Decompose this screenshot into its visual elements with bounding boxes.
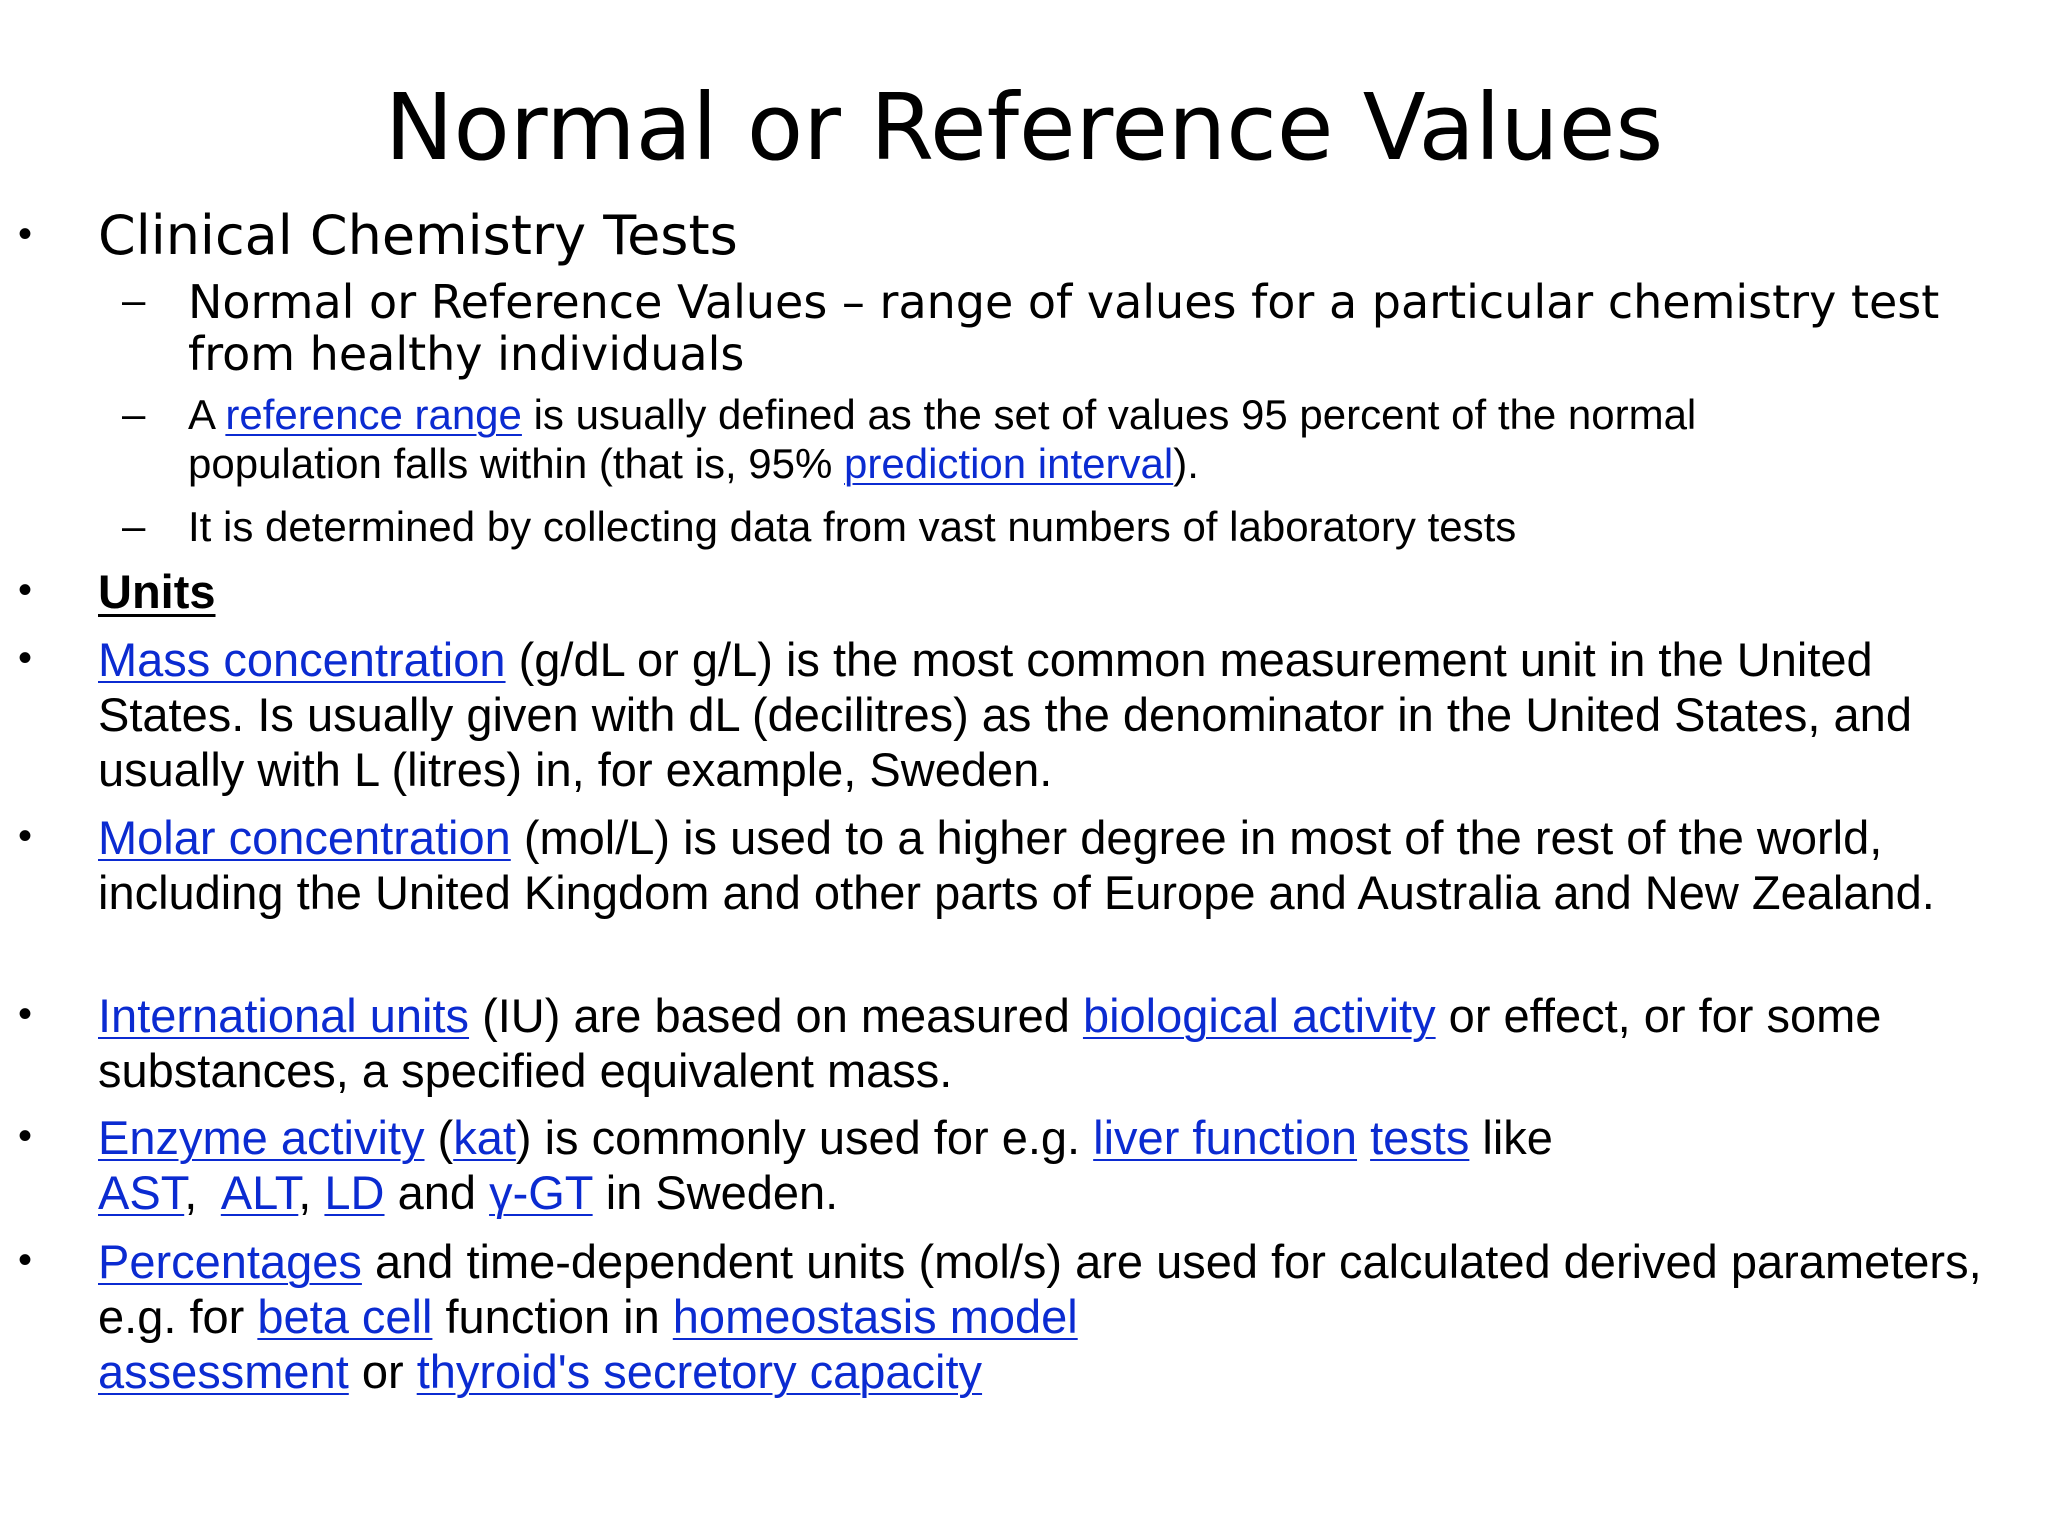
units-heading-text: Units (98, 565, 216, 618)
percentages-item (98, 1234, 2028, 1399)
enzyme-activity-link[interactable]: Enzyme activity (98, 1111, 425, 1164)
international-units-item (98, 988, 2028, 1098)
international-units-text1: (IU) are based on measured (469, 989, 1083, 1042)
biological-activity-link[interactable]: biological activity (1082, 989, 1436, 1042)
sub2-post: ). (1173, 440, 1199, 487)
prediction-interval-link[interactable]: prediction interval (844, 440, 1174, 487)
mass-concentration-link[interactable]: Mass concentration (98, 633, 506, 686)
international-units-link[interactable]: International units (98, 989, 470, 1042)
bullet-icon: • (18, 212, 33, 256)
units-heading (98, 564, 2028, 619)
liver-function-link[interactable]: liver function (1093, 1111, 1358, 1164)
thyroid-secretory-capacity-link[interactable]: thyroid's secretory capacity (416, 1345, 983, 1398)
gamma-gt-link[interactable]: γ-GT (489, 1166, 593, 1219)
ast-link[interactable]: AST (98, 1166, 185, 1219)
percentages-text1: and time-dependent units (mol/s) are used for calculated derived parameters, e.g. for (98, 1235, 1982, 1343)
clinical-sub-definition-line2: from healthy individuals (188, 327, 745, 381)
enzyme-line1 (98, 1110, 2028, 1165)
mass-concentration-item (98, 632, 2028, 797)
dash-icon: – (122, 390, 146, 437)
molar-concentration-item (98, 810, 2028, 920)
kat-link[interactable]: kat (453, 1111, 516, 1164)
sub2-mid: is usually defined as the set of values 95 percent of the normal population falls within (that is, 95% (188, 391, 1697, 487)
percentages-line1 (98, 1234, 2028, 1344)
percentages-line2 (98, 1344, 2028, 1399)
molar-concentration-text: (mol/L) is used to a higher degree in most of the rest of the world, including the United Kingdom and other parts of Europe and Australia and New Zealand. (98, 811, 1935, 919)
enzyme-text5: , (184, 1166, 221, 1219)
sub2-pre: A (188, 391, 226, 438)
bullet-icon: • (18, 1114, 33, 1158)
clinical-sub-reference-range (188, 390, 1898, 488)
enzyme-text6: , (298, 1166, 325, 1219)
dash-icon: – (122, 276, 146, 323)
enzyme-text4: like (1469, 1111, 1553, 1164)
bullet-icon: • (18, 568, 33, 612)
percentages-link[interactable]: Percentages (98, 1235, 362, 1288)
enzyme-text1: ( (424, 1111, 454, 1164)
enzyme-text7: and (384, 1166, 490, 1219)
clinical-sub-definition-line1: Normal or Reference Values – range of values for a particular chemistry test (188, 275, 1940, 329)
ld-link[interactable]: LD (324, 1166, 385, 1219)
international-units-text2: or effect, or for some substances, a specified equivalent mass. (98, 989, 1882, 1097)
alt-link[interactable]: ALT (220, 1166, 299, 1219)
clinical-heading: Clinical Chemistry Tests (98, 204, 738, 267)
molar-concentration-link[interactable]: Molar concentration (98, 811, 511, 864)
reference-range-link[interactable]: reference range (225, 391, 522, 438)
enzyme-text2: ) is commonly used for e.g. (515, 1111, 1094, 1164)
enzyme-activity-item (98, 1110, 2028, 1220)
clinical-sub-determined: It is determined by collecting data from vast numbers of laboratory tests (188, 503, 1517, 550)
bullet-icon: • (18, 636, 33, 680)
percentages-text2: function in (432, 1290, 673, 1343)
enzyme-text3 (1357, 1111, 1370, 1164)
enzyme-line2 (98, 1165, 2028, 1220)
beta-cell-link[interactable]: beta cell (257, 1290, 433, 1343)
slide-title: Normal or Reference Values (384, 74, 1664, 181)
tests-link[interactable]: tests (1370, 1111, 1470, 1164)
bullet-icon: • (18, 1238, 33, 1282)
clinical-sub-definition (188, 276, 2038, 380)
percentages-text4: or (348, 1345, 417, 1398)
bullet-icon: • (18, 992, 33, 1036)
assessment-link[interactable]: assessment (98, 1345, 349, 1398)
dash-icon: – (122, 502, 146, 549)
enzyme-text8: in Sweden. (592, 1166, 839, 1219)
mass-concentration-text: (g/dL or g/L) is the most common measurement unit in the United States. Is usually given with dL (decilitres) as the denominator in the United States, and usually with L (litres) in, for example, Sweden. (98, 633, 1912, 796)
bullet-icon: • (18, 814, 33, 858)
homeostasis-model-link[interactable]: homeostasis model (672, 1290, 1078, 1343)
